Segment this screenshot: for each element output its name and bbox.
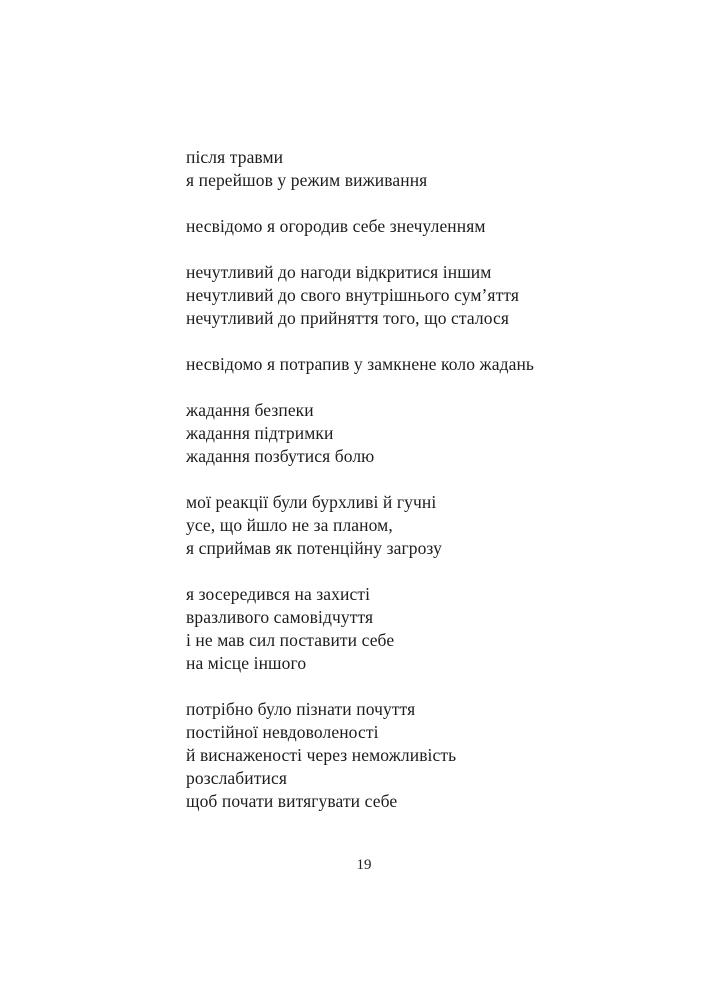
poem-line: жадання підтримки xyxy=(186,423,334,443)
poem-line: й виснаженості через неможливість xyxy=(186,745,457,765)
poem-line: нечутливий до нагоди відкритися іншим xyxy=(186,262,492,282)
poem-line: жадання позбутися болю xyxy=(186,446,375,466)
poem-stanza xyxy=(186,215,686,238)
poem-line: несвідомо я огородив себе знечуленням xyxy=(186,216,486,236)
poem-stanza xyxy=(186,353,686,376)
poem-body xyxy=(186,146,686,836)
page-number: 19 xyxy=(356,857,372,873)
poem-line: я перейшов у режим виживання xyxy=(186,170,428,190)
poem-line: щоб почати витягувати себе xyxy=(186,791,398,811)
poem-line: я сприймав як потенційну загрозу xyxy=(186,538,442,558)
poem-line: на місце іншого xyxy=(186,653,307,673)
poem-line: я зосередився на захисті xyxy=(186,584,371,604)
poem-stanza xyxy=(186,698,686,813)
poem-stanza xyxy=(186,261,686,330)
poem-stanza xyxy=(186,583,686,675)
poem-stanza xyxy=(186,146,686,192)
poem-line: нечутливий до свого внутрішнього сум’яття xyxy=(186,285,519,305)
poem-line: потрібно було пізнати почуття xyxy=(186,699,416,719)
poem-line: усе, що йшло не за планом, xyxy=(186,515,393,535)
poem-line: розслабитися xyxy=(186,768,287,788)
poem-stanza xyxy=(186,491,686,560)
poem-line: нечутливий до прийняття того, що сталося xyxy=(186,308,509,328)
poem-line: несвідомо я потрапив у замкнене коло жадань xyxy=(186,354,534,374)
poem-line: після травми xyxy=(186,147,284,167)
poem-line: і не мав сил поставити себе xyxy=(186,630,395,650)
poem-stanza xyxy=(186,399,686,468)
poem-line: постійної невдоволеності xyxy=(186,722,379,742)
poem-line: вразливого самовідчуття xyxy=(186,607,374,627)
poem-line: мої реакції були бурхливі й гучні xyxy=(186,492,437,512)
poem-line: жадання безпеки xyxy=(186,400,314,420)
